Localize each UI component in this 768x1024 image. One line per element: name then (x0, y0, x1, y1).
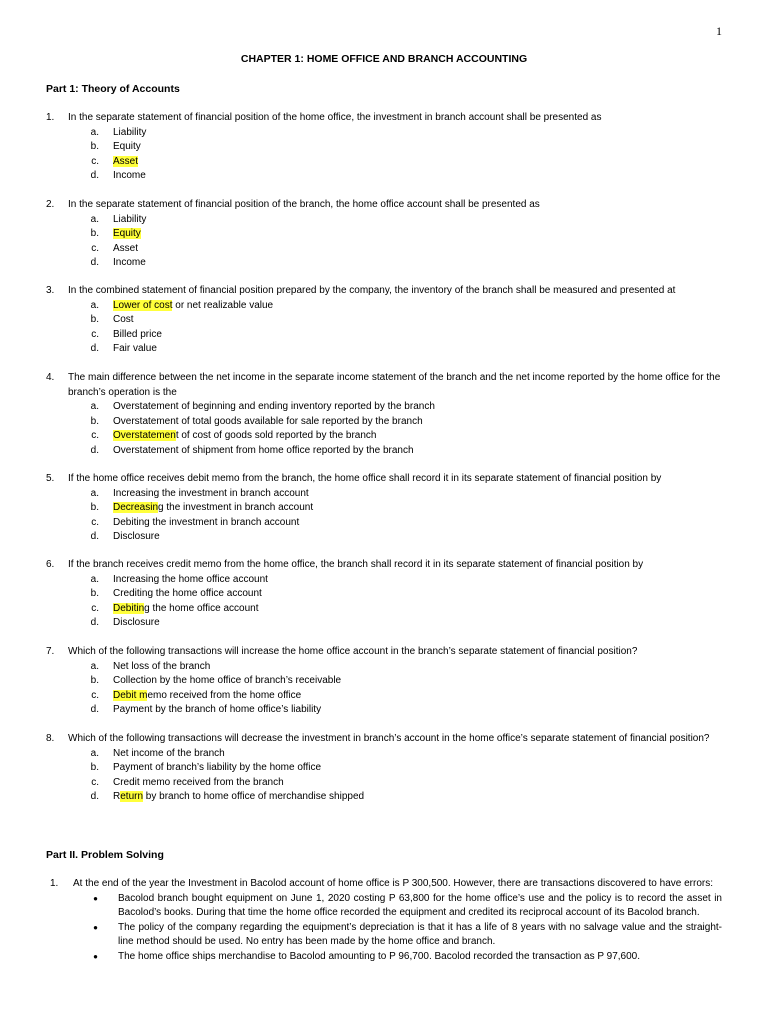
choice-rest: Income (113, 257, 146, 268)
choice-rest: Payment by the branch of home office’s liability (113, 704, 322, 715)
choice-b (46, 227, 722, 242)
page-number: 1 (716, 24, 722, 38)
question-number: 1. (46, 112, 55, 123)
choice-rest: Liability (113, 213, 147, 225)
choice-d (46, 790, 722, 805)
choice-rest: Overstatement of beginning and ending inventory reported by the branch (113, 401, 435, 412)
choice-d (46, 616, 722, 631)
problem-1 (46, 877, 722, 964)
choice-rest: Asset (113, 242, 139, 254)
choice-c (46, 242, 722, 257)
choice-rest: Net loss of the branch (113, 660, 211, 672)
bullet-icon: ● (93, 922, 98, 932)
choice-rest: Credit memo received from the branch (113, 776, 284, 788)
question-number: 8. (46, 733, 55, 744)
choice-letter: d. (90, 257, 99, 268)
choice-list (46, 660, 722, 718)
choice-letter: a. (90, 213, 99, 225)
question-text: If the home office receives debit memo from the branch, the home office shall record it in its separate statement of financial position by (68, 473, 662, 484)
choice-text (113, 299, 273, 314)
choice-list (46, 400, 722, 458)
choice-letter: a. (90, 401, 99, 412)
bullet-item (46, 892, 722, 921)
choice-text (113, 400, 435, 415)
choice-d (46, 444, 722, 459)
choice-letter: d. (90, 343, 99, 354)
highlighted-answer: Asset (113, 155, 139, 167)
choice-list (46, 213, 722, 271)
choice-list (46, 747, 722, 805)
choice-d (46, 169, 722, 184)
choice-letter: a. (90, 299, 99, 311)
choice-rest: Fair value (113, 343, 157, 354)
question-number: 3. (46, 285, 55, 296)
choice-rest: g the home office account (144, 602, 259, 614)
choice-rest: Increasing the investment in branch account (113, 487, 309, 499)
part1-heading: Part 1: Theory of Accounts (46, 83, 180, 95)
highlighted-answer: Debitin (113, 602, 145, 614)
choice-c (46, 328, 722, 343)
choice-letter: a. (90, 573, 99, 585)
choice-letter: a. (90, 660, 99, 672)
choice-text (113, 602, 258, 617)
choice-rest: Liability (113, 126, 147, 138)
question-6 (46, 558, 722, 631)
choice-rest: Overstatement of total goods available for sale reported by the branch (113, 415, 423, 427)
bullet-item (46, 921, 722, 950)
part2-heading: Part II. Problem Solving (46, 849, 164, 861)
choice-letter: b. (90, 762, 99, 773)
choice-c (46, 516, 722, 531)
choice-rest: by branch to home office of merchandise shipped (143, 791, 365, 802)
choice-d (46, 530, 722, 545)
choice-letter: b. (90, 415, 99, 427)
question-number: 4. (46, 372, 55, 383)
choice-rest: Payment of branch’s liability by the home office (113, 762, 322, 773)
choice-text (113, 429, 377, 444)
choice-c (46, 155, 722, 170)
question-text: The main difference between the net income in the separate income statement of the branch and the net income reported by the home office for the branch’s operation is the (68, 372, 721, 398)
choice-a (46, 660, 722, 675)
question-7 (46, 645, 722, 718)
choice-rest: Disclosure (113, 531, 160, 542)
choice-letter: a. (90, 747, 99, 759)
choice-rest: Collection by the home office of branch’s receivable (113, 675, 342, 686)
choice-text (113, 761, 321, 776)
choice-text (113, 415, 423, 430)
choice-text (113, 213, 146, 228)
choice-text (113, 242, 138, 257)
choice-letter: c. (91, 328, 99, 340)
choice-b (46, 761, 722, 776)
question-text: In the combined statement of financial position prepared by the company, the inventory of the branch shall be measured and presented at (68, 285, 676, 296)
choice-letter: c. (91, 516, 99, 528)
choice-letter: c. (91, 776, 99, 788)
choice-a (46, 126, 722, 141)
choice-text (113, 342, 157, 357)
question-3 (46, 284, 722, 357)
choice-text (113, 155, 138, 170)
question-8 (46, 732, 722, 805)
choice-text (113, 444, 414, 459)
choice-text (113, 573, 268, 588)
choice-letter: b. (90, 588, 99, 599)
chapter-title: CHAPTER 1: HOME OFFICE AND BRANCH ACCOUNTING (240, 53, 528, 65)
choice-rest: t of cost of goods sold reported by the branch (175, 430, 377, 441)
choice-text (113, 501, 313, 516)
question-4 (46, 371, 722, 458)
choice-a (46, 573, 722, 588)
highlighted-answer: eturn (120, 791, 144, 802)
choice-text (113, 169, 146, 184)
bullet-icon: ● (93, 951, 98, 961)
question-text: Which of the following transactions will increase the home office account in the branch’s separate statement of financial position? (68, 646, 638, 657)
choice-text (113, 689, 301, 704)
choice-a (46, 747, 722, 762)
choice-letter: a. (90, 487, 99, 499)
choice-rest: g the investment in branch account (158, 502, 314, 513)
question-text: In the separate statement of financial position of the branch, the home office account shall be presented as (68, 199, 540, 210)
choice-d (46, 342, 722, 357)
choice-c (46, 776, 722, 791)
choice-c (46, 429, 722, 444)
highlighted-answer: Debit m (113, 689, 148, 701)
choice-letter: b. (90, 675, 99, 686)
question-text: Which of the following transactions will decrease the investment in branch’s account in the home office’s separate statement of financial position? (68, 733, 710, 744)
choice-c (46, 602, 722, 617)
choice-text (113, 487, 309, 502)
choice-text (113, 126, 146, 141)
choice-text (113, 674, 341, 689)
choice-text (113, 747, 225, 762)
choice-rest: Disclosure (113, 617, 160, 628)
choice-b (46, 415, 722, 430)
choice-rest: Overstatement of shipment from home office reported by the branch (113, 444, 414, 456)
choice-text (113, 616, 160, 631)
choice-b (46, 587, 722, 602)
question-number: 2. (46, 199, 55, 210)
choice-list (46, 573, 722, 631)
question-number: 5. (46, 473, 55, 484)
choice-letter: b. (90, 502, 99, 513)
choice-text (113, 140, 141, 155)
choice-letter: c. (91, 242, 99, 254)
question-number: 6. (46, 559, 55, 570)
bullet-text: The policy of the company regarding the equipment’s depreciation is that it has a life of 8 years with no salvage value and the straight-line method should be used. No entry has been made by the home office and branch. (118, 921, 722, 947)
problem-bullets (46, 892, 722, 965)
problem-number: 1. (50, 878, 59, 889)
choice-list (46, 126, 722, 184)
choice-rest: Billed price (113, 328, 162, 340)
choice-rest: Crediting the home office account (113, 588, 262, 599)
choice-text (113, 776, 284, 791)
choice-text (113, 227, 141, 242)
choice-c (46, 689, 722, 704)
question-1 (46, 111, 722, 184)
choice-rest: Debiting the investment in branch account (113, 516, 300, 528)
choice-rest: Net income of the branch (113, 747, 225, 759)
bullet-text: The home office ships merchandise to Bacolod amounting to P 96,700. Bacolod recorded the transaction as P 97,600. (118, 950, 641, 962)
choice-rest: Increasing the home office account (113, 573, 268, 585)
choice-letter: b. (90, 314, 99, 325)
choice-rest: Equity (113, 141, 141, 152)
question-number: 7. (46, 646, 55, 657)
choice-a (46, 400, 722, 415)
choice-list (46, 299, 722, 357)
choice-text (113, 660, 210, 675)
choice-a (46, 487, 722, 502)
choice-text (113, 587, 262, 602)
choice-letter: c. (91, 689, 99, 701)
choice-rest: emo received from the home office (147, 689, 302, 701)
choice-text (113, 256, 146, 271)
choice-letter: c. (91, 155, 99, 167)
question-2 (46, 198, 722, 271)
choice-text (113, 313, 134, 328)
highlighted-answer: Equity (113, 228, 141, 239)
choice-list (46, 487, 722, 545)
choice-letter: b. (90, 141, 99, 152)
choice-letter: d. (90, 704, 99, 715)
choice-rest: Income (113, 170, 146, 181)
choice-rest: or net realizable value (172, 299, 274, 311)
choice-a (46, 299, 722, 314)
choice-letter: d. (90, 444, 99, 456)
choice-b (46, 140, 722, 155)
choice-b (46, 313, 722, 328)
choice-text (113, 703, 321, 718)
choice-b (46, 501, 722, 516)
question-text: In the separate statement of financial position of the home office, the investment in branch account shall be presented as (68, 112, 602, 123)
highlighted-answer: Decreasin (113, 502, 159, 513)
choice-letter: d. (90, 170, 99, 181)
choice-text (113, 530, 160, 545)
choice-text (113, 790, 364, 805)
choice-letter: d. (90, 791, 99, 802)
problem-text: At the end of the year the Investment in Bacolod account of home office is P 300,500. However, there are transactions discovered to have errors: (73, 878, 713, 889)
choice-letter: c. (91, 430, 99, 441)
bullet-item (46, 950, 722, 965)
bullet-icon: ● (93, 893, 98, 903)
highlighted-answer: Lower of cost (113, 299, 173, 311)
bullet-text: Bacolod branch bought equipment on June 1, 2020 costing P 63,800 for the home office’s use and the policy is to record the asset in Bacolod’s books. During that time the home office recorded the equipment and credited its reciprocal account of its Bacolod branch. (118, 892, 722, 918)
choice-text (113, 516, 299, 531)
choice-prefix: R (113, 791, 121, 802)
choice-letter: b. (90, 228, 99, 239)
choice-d (46, 703, 722, 718)
question-text: If the branch receives credit memo from the home office, the branch shall record it in its separate statement of financial position by (68, 559, 644, 570)
choice-text (113, 328, 162, 343)
choice-rest: Cost (113, 314, 134, 325)
choice-letter: d. (90, 617, 99, 628)
choice-letter: d. (90, 531, 99, 542)
choice-d (46, 256, 722, 271)
choice-a (46, 213, 722, 228)
choice-letter: a. (90, 126, 99, 138)
highlighted-answer: Overstatemen (113, 430, 176, 441)
choice-b (46, 674, 722, 689)
choice-letter: c. (91, 602, 99, 614)
question-5 (46, 472, 722, 545)
